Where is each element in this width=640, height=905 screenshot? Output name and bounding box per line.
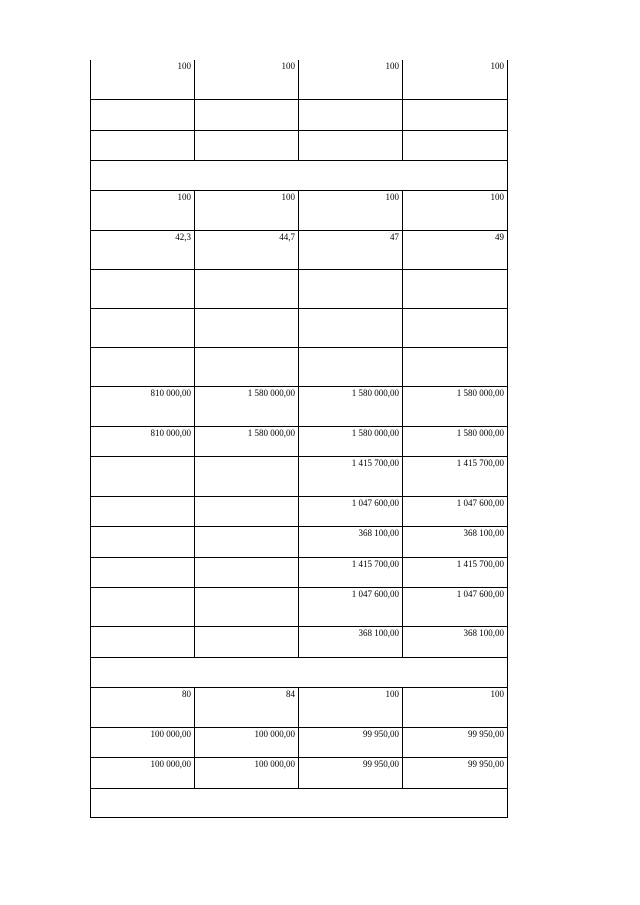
table-cell (91, 496, 195, 526)
table-cell (299, 347, 403, 386)
table-cell: 99 950,00 (403, 727, 508, 757)
table-cell: 100 (403, 190, 508, 230)
table-cell (91, 308, 195, 347)
table-cell (91, 99, 195, 130)
table-cell: 1 580 000,00 (299, 386, 403, 426)
table-cell (195, 347, 299, 386)
table-cell: 99 950,00 (403, 757, 508, 788)
table-cell: 99 950,00 (299, 757, 403, 788)
table-cell: 100 000,00 (91, 727, 195, 757)
table-cell (195, 496, 299, 526)
table-cell: 1 580 000,00 (403, 386, 508, 426)
table-cell: 1 047 600,00 (299, 587, 403, 626)
table-cell (195, 587, 299, 626)
table-cell (91, 587, 195, 626)
table-row (91, 526, 508, 557)
table-cell (299, 99, 403, 130)
table-row (91, 130, 508, 160)
table-cell (91, 347, 195, 386)
table-cell: 368 100,00 (403, 626, 508, 657)
table-row (91, 60, 508, 99)
table-row (91, 757, 508, 788)
table-row (91, 99, 508, 130)
document-page (90, 60, 507, 818)
table-cell (403, 269, 508, 308)
table-cell (195, 526, 299, 557)
table-row (91, 347, 508, 386)
table-cell (195, 130, 299, 160)
section-row-cell (91, 657, 508, 687)
table-row (91, 190, 508, 230)
table-cell (91, 456, 195, 496)
table-cell: 100 000,00 (195, 727, 299, 757)
section-row-cell (91, 160, 508, 190)
table-cell: 368 100,00 (403, 526, 508, 557)
section-row-cell (91, 788, 508, 817)
table-cell: 100 (403, 687, 508, 727)
table-cell (91, 557, 195, 587)
table-cell: 47 (299, 230, 403, 269)
table-cell: 100 (91, 190, 195, 230)
table-row (91, 626, 508, 657)
table-cell (195, 99, 299, 130)
table-cell: 810 000,00 (91, 386, 195, 426)
table-cell: 1 415 700,00 (299, 456, 403, 496)
table-row (91, 587, 508, 626)
table-cell: 1 580 000,00 (195, 386, 299, 426)
table-row (91, 496, 508, 526)
table-cell: 1 580 000,00 (403, 426, 508, 456)
table-row (91, 160, 508, 190)
table-cell: 368 100,00 (299, 526, 403, 557)
table-cell (195, 557, 299, 587)
table-cell: 100 (299, 60, 403, 99)
table-cell (91, 626, 195, 657)
table-row (91, 557, 508, 587)
table-cell: 1 047 600,00 (403, 496, 508, 526)
table-cell (195, 626, 299, 657)
table-row (91, 687, 508, 727)
table-cell (299, 269, 403, 308)
table-row (91, 308, 508, 347)
table-cell: 1 415 700,00 (403, 456, 508, 496)
table-cell: 1 415 700,00 (403, 557, 508, 587)
table-cell: 44,7 (195, 230, 299, 269)
table-cell: 100 000,00 (195, 757, 299, 788)
table-cell: 1 580 000,00 (195, 426, 299, 456)
table-cell (403, 347, 508, 386)
table-cell: 100 (299, 687, 403, 727)
table-cell (299, 130, 403, 160)
table-cell: 49 (403, 230, 508, 269)
table-cell: 80 (91, 687, 195, 727)
table-row (91, 727, 508, 757)
table-cell (91, 130, 195, 160)
table-cell: 100 (195, 60, 299, 99)
table-row (91, 788, 508, 817)
table-cell: 99 950,00 (299, 727, 403, 757)
data-table (90, 60, 508, 818)
table-cell (195, 308, 299, 347)
table-cell: 100 (195, 190, 299, 230)
table-row (91, 230, 508, 269)
table-cell: 100 (403, 60, 508, 99)
table-cell (403, 130, 508, 160)
table-row (91, 426, 508, 456)
table-row (91, 657, 508, 687)
table-cell (195, 269, 299, 308)
table-cell: 368 100,00 (299, 626, 403, 657)
table-cell (403, 99, 508, 130)
table-body (91, 60, 508, 817)
table-cell (299, 308, 403, 347)
table-cell (91, 526, 195, 557)
table-row (91, 456, 508, 496)
table-cell (195, 456, 299, 496)
table-cell: 810 000,00 (91, 426, 195, 456)
table-cell: 1 580 000,00 (299, 426, 403, 456)
table-cell: 1 047 600,00 (299, 496, 403, 526)
table-cell: 100 000,00 (91, 757, 195, 788)
table-cell (91, 269, 195, 308)
table-cell: 84 (195, 687, 299, 727)
table-cell: 100 (299, 190, 403, 230)
table-cell: 1 415 700,00 (299, 557, 403, 587)
table-cell: 42,3 (91, 230, 195, 269)
table-row (91, 386, 508, 426)
table-cell: 100 (91, 60, 195, 99)
table-cell (403, 308, 508, 347)
table-cell: 1 047 600,00 (403, 587, 508, 626)
table-row (91, 269, 508, 308)
